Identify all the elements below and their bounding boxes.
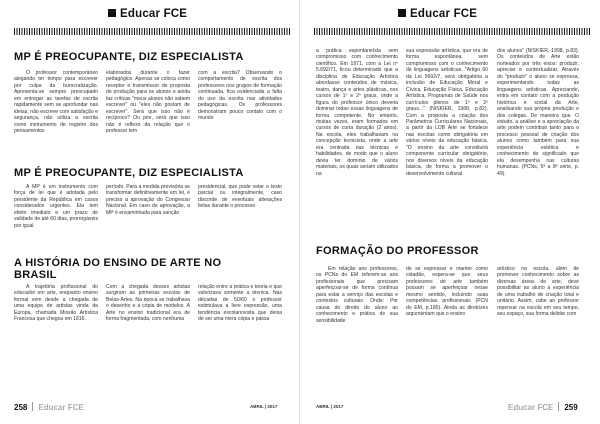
article-column bbox=[106, 184, 190, 216]
section-header bbox=[398, 8, 477, 20]
paragraph: O professor contemporâneo alegando ter tempo para escrever por culpa da burocratização. Apresenta-se sempre preocupado em entregar as tarefas de escrita rapidamente sem se aprofundar nas ideias, não escreve com satisfação e segurança, não utiliza a escrita como instrumento de registro dos pensamentos bbox=[14, 70, 98, 135]
article-column bbox=[198, 184, 282, 210]
hatch-rule bbox=[314, 28, 590, 35]
paragraph: A MP é um instrumento com força de lei que é adotada pelo presidente da República em casos considerados urgentes. Ela tem efeito imediato e um prazo de validade de até 60 dias, prorrogáveis por igual bbox=[14, 184, 98, 229]
paragraph: relação entre a prática e teoria e que valorizava somente a técnica. Nas décadas de 50/60 o professor estimulava a livre expressão, uma tendência escolanovista que deixa de ser uma mera cópia e passa bbox=[198, 284, 282, 323]
paragraph: Com a chegada desses artistas surgiram as primeiras escolas de Belas-Artes. Na época se trabalhava o desenho e a cópia de modelos. A Arte no ensino tradicional era de forma fragmentada, com nenhuma bbox=[106, 284, 190, 323]
page-footer bbox=[14, 402, 84, 416]
article-column bbox=[14, 184, 98, 229]
square-bullet-icon bbox=[108, 9, 116, 17]
section-header bbox=[108, 8, 187, 20]
article-title: MP É PREOCUPANTE, DIZ ESPECIALISTA bbox=[14, 51, 244, 63]
paragraph: período. Para a medida provisória se transformar definitivamente em lei, é preciso a aprovação do Congresso Nacional. Em caso de aprovação, a MP é encaminhada para sanção bbox=[106, 184, 190, 216]
article-column bbox=[497, 48, 579, 177]
paragraph: presidencial, que pode vetar o texto parcial ou integralmente, caso discorde de eventuais alterações feitas durante o processo. bbox=[198, 184, 282, 210]
paragraph: sua expressão artística, que era de forma espontânea, sem compromisso com o conhecimento de linguagens artísticas. "Artigo 60 da Lei 5692/7, será obrigatória a inclusão de Educação Moral e Cívica, Educação Física, Educação Artística, Programas de Saúde nos currículos plenos de 1º e 2º graus..." (NISKIER, 1988, p.82). Com a proposta a criação dos Parâmetros Curriculares Nacionais, a partir da LDB Arte se fortalece nas escolas como obrigatória em vários níveis da educação básica. "O ensino da arte constituirá componente curricular obrigatório, nos diversos níveis da educação básica, de forma a promover o desenvolvimento cultural bbox=[406, 48, 488, 177]
footer-magazine-name: Educar FCE bbox=[508, 403, 554, 412]
page-number: 258 bbox=[14, 403, 28, 412]
article-column bbox=[106, 70, 190, 135]
footer-date: ABRIL | 2017 bbox=[250, 404, 278, 409]
article-column bbox=[316, 48, 398, 177]
article-column bbox=[406, 48, 488, 177]
paragraph: com a escrita? Observando o comportamento de escrita dos professores nos grupos de formação continuada, fica evidenciada a falta do uso da escrita nas atividades pedagógicas. Os professores demonstram pouco contato com o mundo bbox=[198, 70, 282, 122]
article-column bbox=[14, 70, 98, 135]
article-column bbox=[198, 284, 282, 323]
paragraph: dos alunos" (NISKIER, 1998, p.83). Os conteúdos de Arte estão norteados por três eixos: produzir, apreciar e contextualizar. Através do "produzir" o aluno se expressa, experimentando todas as linguagens artísticas. Apreciando, entra em contato com a produção histórica e social da Arte, analisando sua própria produção e dos colegas. De maneira que. O estudo, a análise e a apreciação da arte podem contribuir tanto para o processo pessoal de criação dos alunos como também para sua experiência estética e conhecimento do significado que ela desempenha nas culturas humanas. (PCNs, 5ª a 8ª série, p. 49). bbox=[497, 48, 579, 177]
hatch-rule bbox=[14, 28, 290, 35]
article-column bbox=[316, 266, 398, 324]
footer-divider bbox=[32, 402, 33, 411]
paragraph: a prática espontaneísta sem compromisso com conhecimento científico. Em 1971, com a Lei nº 5.692/71, ficou determinado que a disciplina de Educação Artística abordasse conteúdos de música, teatro, dança e artes plásticas, nos cursos de 1º e 2º graus, onde a figura do professor único deveria dominar todas essas linguagens de forma competente. No entanto, muitas vezes, eram formados em cursos de curta duração (2 anos). Na escola, eles trabalhavam na concepção tecnicista, onde a arte era centrada nas técnicas e habilidades, de modo que o aluno devia ter domínio de vários materiais, os quais seriam utilizados na bbox=[316, 48, 398, 177]
article-column bbox=[14, 284, 98, 323]
footer-date: ABRIL | 2017 bbox=[316, 404, 344, 409]
section-label: Educar FCE bbox=[410, 8, 478, 20]
article-title: FORMAÇÃO DO PROFESSOR bbox=[316, 245, 479, 257]
article-column bbox=[106, 284, 190, 323]
article-column bbox=[497, 266, 579, 318]
page-footer bbox=[508, 402, 578, 416]
square-bullet-icon bbox=[398, 9, 406, 17]
footer-magazine-name: Educar FCE bbox=[38, 403, 84, 412]
paragraph: elaborados durante o fazer pedagógico. Apenas se coloca como receptor e transmissor de proposta de produção para os alunos e ainda faz críticas "meus alunos não sabem escrever" ou "eles não gostam de escrever". Será que isso não é recíproco? Ou pior, será que isso não é reflexo da relação que o professor tem bbox=[106, 70, 190, 135]
page-number: 259 bbox=[564, 403, 578, 412]
article-title: MP É PREOCUPANTE, DIZ ESPECIALISTA bbox=[14, 167, 244, 179]
article-title: A HISTÓRIA DO ENSINO DE ARTE NO BRASIL bbox=[14, 257, 222, 281]
paragraph: Em relação aos professores, os PCNs do EM referem-se aos profissionais que precisam aperfeiçoar-se de forma contínua para estar a serviço das escolas e contextos culturais. Onde: Por causa do direito do aluno ao conhecimento e prática de sua sensibilidade bbox=[316, 266, 398, 324]
article-column bbox=[406, 266, 488, 318]
paragraph: A trajetória profissional do educador em arte, enquanto ensino formal vem desde a chegada de uma equipe de artistas vinda da Europa, chamada Missão Artística Francesa que chegou em 1816. bbox=[14, 284, 98, 323]
right-page bbox=[300, 0, 600, 424]
paragraph: de se expressar e manter como cidadão, espera-se que seus professores de arte também possam se aperfeiçoar nesse mesmo sentido, incluindo suas competências profissionais (PCN do EM, p.180). Ainda as diretrizes argumentam que o ensino bbox=[406, 266, 488, 318]
paragraph: artístico na escola, além de promover conhecimento sobre as diversas áreas de arte, deve possibilitar ao aluno a experiência de uma trabalho de criação total e unitário. Assim, cabe ao professor repensar na escola em seu tempo, seu espaço, sua forma delidar com bbox=[497, 266, 579, 318]
section-label: Educar FCE bbox=[120, 8, 188, 20]
article-column bbox=[198, 70, 282, 122]
footer-divider bbox=[558, 402, 559, 411]
